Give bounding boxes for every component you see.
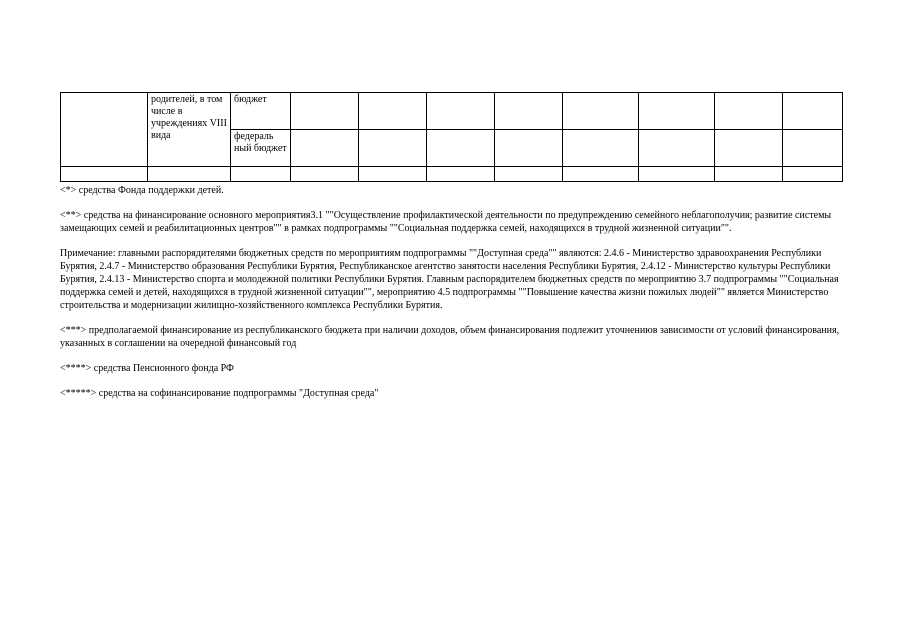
table-cell	[783, 93, 843, 130]
table-row	[61, 167, 843, 182]
table-cell-text: бюджет	[234, 94, 267, 105]
table-row	[61, 93, 843, 130]
table-cell	[427, 93, 495, 130]
footnote-republic-budget: <***> предполагаемой финансирование из республиканского бюджета при наличии доходов, объем финансирования подлежит уточнениюв зависимости от условий финансирования, указанных в соглашении на очередной финансовый год	[60, 325, 842, 349]
table-cell	[148, 167, 231, 182]
footnotes	[60, 184, 850, 412]
table-cell	[359, 130, 427, 167]
table-cell	[231, 93, 291, 130]
budget-table	[60, 92, 843, 182]
table-cell	[639, 93, 715, 130]
table-cell	[563, 130, 639, 167]
footnote-remark: Примечание: главными распорядителями бюджетных средств по мероприятиям подпрограммы ""Доступная среда"" являются: 2.4.6 - Министерство здравоохранения Республики Бурятия, 2.4.7 - Министерство образования Республики Бурятия, Республиканское агентство занятости населения Республики Бурятия, 2.4.12 - Министерство культуры Республики Бурятия, 2.4.13 - Министерство спорта и молодежной политики Республики Бурятия. Главным распорядителем бюджетных средств по мероприятию 3.7 подпрограммы ""Социальная поддержка семей и детей, находящихся в трудной жизненной ситуации"", мероприятию 4.5 подпрограммы ""Повышение качества жизни пожилых людей"" является Министерство строительства и модернизации жилищно-хозяйственного комплекса Республики Бурятия.	[60, 248, 842, 311]
table-cell	[148, 93, 231, 167]
table-cell	[359, 167, 427, 182]
table-cell	[495, 130, 563, 167]
table-cell	[231, 130, 291, 167]
footnote-main-activity: <**> средства на финансирование основного мероприятия3.1 ""Осуществление профилактической деятельности по предупреждению семейного неблагополучия; развитие системы замещающих семей и реабилитационных центров"" в рамках подпрограммы ""Социальная поддержка семей, находящихся в трудной жизненной ситуации"".	[60, 210, 834, 234]
table-cell	[495, 93, 563, 130]
table-cell	[291, 130, 359, 167]
table-cell	[783, 167, 843, 182]
table-cell	[427, 130, 495, 167]
footnote-cofinancing: <*****> средства на софинансирование подпрограммы "Доступная среда"	[60, 388, 379, 399]
table-cell-text: федераль ный бюджет	[234, 131, 287, 154]
table-cell	[495, 167, 563, 182]
table-cell	[715, 167, 783, 182]
table-cell	[783, 130, 843, 167]
table-cell	[715, 130, 783, 167]
table-cell	[563, 93, 639, 130]
table-cell	[231, 167, 291, 182]
table-cell	[61, 93, 148, 167]
table-cell	[639, 167, 715, 182]
table-cell-text: родителей, в том числе в учреждениях VIII вида	[151, 94, 227, 141]
table-cell	[427, 167, 495, 182]
table-cell	[563, 167, 639, 182]
table-cell	[639, 130, 715, 167]
table-cell	[291, 167, 359, 182]
table-cell	[359, 93, 427, 130]
table-cell	[715, 93, 783, 130]
table-cell	[291, 93, 359, 130]
footnote-fund-children: <*> средства Фонда поддержки детей.	[60, 185, 224, 196]
footnote-pension-fund: <****> средства Пенсионного фонда РФ	[60, 363, 234, 374]
table-cell	[61, 167, 148, 182]
